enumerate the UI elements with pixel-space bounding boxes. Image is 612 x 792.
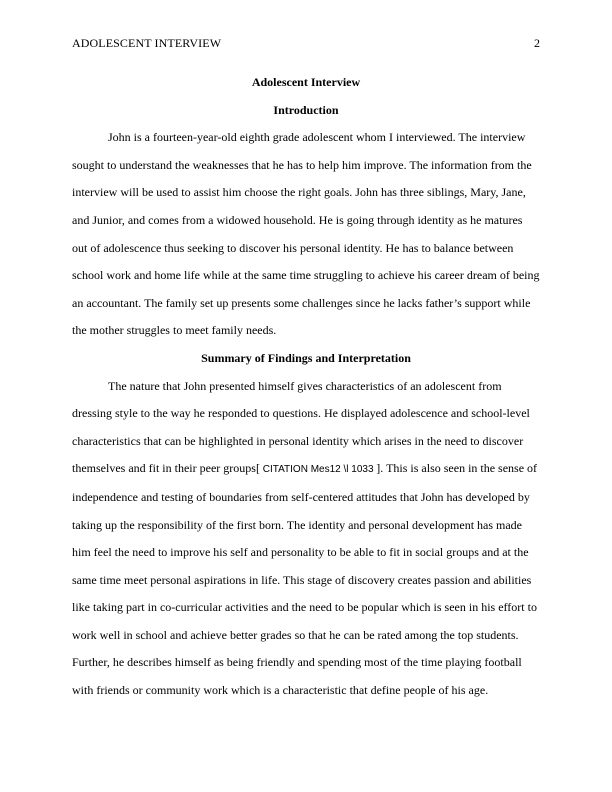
findings-paragraph <box>72 373 540 705</box>
page-number: 2 <box>534 36 540 50</box>
section-heading-introduction: Introduction <box>273 102 339 117</box>
citation-field: CITATION Mes12 \l 1033 <box>259 464 377 476</box>
introduction-paragraph: John is a fourteen-year-old eighth grade adolescent whom I interviewed. The interview sought to understand the weaknesses that he has to help him improve. The information from the interview will be used to assist him choose the right goals. John has three siblings, Mary, Jane, and Junior, and comes from a widowed household. He is going through identity as he matures out of adolescence thus seeking to discover his personal identity. He has to balance between school work and home life while at the same time struggling to achieve his career dream of being an accountant. The family set up presents some challenges since he lacks father’s support while the mother struggles to meet family needs. <box>72 130 540 338</box>
section-heading-findings: Summary of Findings and Interpretation <box>201 350 411 365</box>
document-title: Adolescent Interview <box>251 75 361 89</box>
running-head: ADOLESCENT INTERVIEW <box>72 36 222 50</box>
document-body <box>72 69 540 705</box>
findings-text-part-1: The nature that John presented himself gives characteristics of an adolescent from dressing style to the way he responded to questions. He displayed adolescence and school-level characteristics that can be highlighted in personal identity which arises in the need to discover themselves and fit in their peer groups[ <box>72 378 530 476</box>
findings-text-part-2: ]. This is also seen in the sense of independence and testing of boundaries from self-centered attitudes that John has developed by taking up the responsibility of the first born. The identity and personal development has made him feel the need to improve his self and personality to be able to fit in social groups and at the same time meet personal aspirations in life. This stage of discovery creates passion and abilities like taking part in co-curricular activities and the need to be popular which is seen in his effort to work well in school and achieve better grades so that he can be rated among the top students. Further, he describes himself as being friendly and spending most of the time playing football with friends or community work which is a characteristic that define people of his age. <box>72 461 538 698</box>
